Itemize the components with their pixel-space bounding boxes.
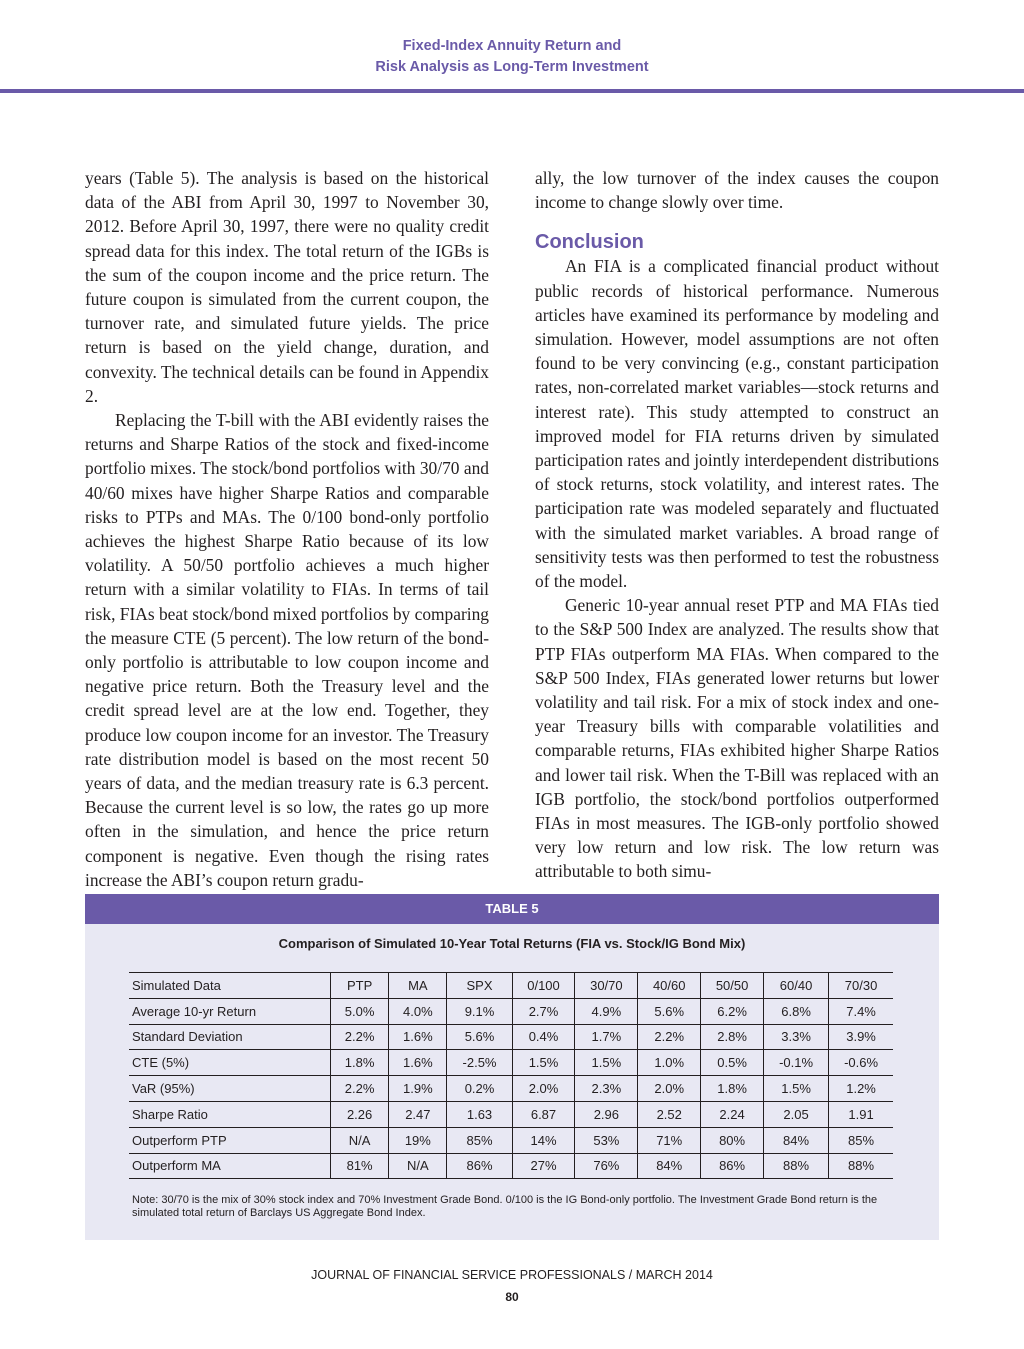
table-cell: 71% bbox=[638, 1127, 701, 1153]
header-rule bbox=[0, 89, 1024, 93]
table-cell: 53% bbox=[575, 1127, 638, 1153]
table-cell: PTP bbox=[331, 973, 389, 999]
table-cell: 60/40 bbox=[764, 973, 829, 999]
table-row-label: Average 10-yr Return bbox=[129, 998, 331, 1024]
table-cell: 1.7% bbox=[575, 1024, 638, 1050]
running-head-line-1: Fixed-Index Annuity Return and bbox=[402, 38, 622, 54]
running-head bbox=[0, 36, 1024, 78]
table-note: Note: 30/70 is the mix of 30% stock index and 70% Investment Grade Bond. 0/100 is the IG Bond-only portfolio. The Investment Grade Bond return is the simulated total return of Barclays US Aggregate Bond Index. bbox=[132, 1194, 878, 1219]
table-cell: N/A bbox=[389, 1153, 447, 1179]
table-cell: 86% bbox=[701, 1153, 764, 1179]
table-row-label: Outperform MA bbox=[129, 1153, 331, 1179]
table-cell: 76% bbox=[575, 1153, 638, 1179]
conclusion-paragraph-2: Generic 10-year annual reset PTP and MA FIAs tied to the S&P 500 Index are analyzed. The results show that PTP FIAs outperform MA FIAs. When compared to the S&P 500 Index, FIAs generated lower returns but lower volatility and tail risk. For a mix of stock index and one-year Treasury bills with comparable volatilities and comparable returns, FIAs exhibited higher Sharpe Ratios and lower tail risk. When the T-Bill was replaced with an IGB portfolio, the stock/bond portfolios outperformed FIAs in most measures. The IGB-only portfolio showed very low return and low risk. The low return was attributable to both simu- bbox=[535, 595, 939, 882]
left-paragraph-1: years (Table 5). The analysis is based on the historical data of the ABI from April 30, 1997 to November 30, 2012. Before April 30, 1997, there were no quality credit spread data for this index. The total return of the IGBs is the sum of the coupon income and the price return. The future coupon is simulated from the current coupon, the turnover rate, and simulated future yields. The price return is based on the yield change, duration, and convexity. The technical details can be found in Appendix 2. bbox=[85, 168, 489, 406]
table-label: TABLE 5 bbox=[85, 894, 939, 924]
page-number: 80 bbox=[505, 1290, 519, 1304]
table-header-row bbox=[129, 973, 893, 999]
table-cell: 0.5% bbox=[701, 1050, 764, 1076]
running-head-line-2: Risk Analysis as Long-Term Investment bbox=[375, 59, 649, 75]
table-cell: 2.24 bbox=[701, 1101, 764, 1127]
table-cell: 1.5% bbox=[512, 1050, 575, 1076]
table-cell: 1.5% bbox=[764, 1076, 829, 1102]
table-cell: 84% bbox=[764, 1127, 829, 1153]
table-row-label: CTE (5%) bbox=[129, 1050, 331, 1076]
table-cell: 2.0% bbox=[512, 1076, 575, 1102]
table-cell: 9.1% bbox=[447, 998, 512, 1024]
table-cell: 1.8% bbox=[701, 1076, 764, 1102]
table-cell: 2.2% bbox=[331, 1076, 389, 1102]
table-cell: 2.8% bbox=[701, 1024, 764, 1050]
table-cell: 40/60 bbox=[638, 973, 701, 999]
table-cell: 27% bbox=[512, 1153, 575, 1179]
table-cell: 1.2% bbox=[829, 1076, 893, 1102]
left-paragraph-2: Replacing the T-bill with the ABI evidently raises the returns and Sharpe Ratios of the stock and fixed-income portfolio mixes. The stock/bond portfolios with 30/70 and 40/60 mixes have higher Sharpe Ratios and comparable risks to PTPs and MAs. The 0/100 bond-only portfolio achieves the highest Sharpe Ratio because of its low volatility. A 50/50 portfolio achieves a much higher return with a similar volatility to FIAs. In terms of tail risk, FIAs beat stock/bond mixed portfolios by comparing the measure CTE (5 percent). The low return of the bond-only portfolio is attributable to low coupon income and negative price return. Both the Treasury level and the credit spread level are at the low end. Together, they produce low coupon income for an investor. The Treasury rate distribution model is based on the most recent 50 years of data, and the median treasury rate is 6.3 percent. Because the current level is so low, the rates go up more often in the simulation, and hence the price return component is negative. Even though the rising rates increase the ABI’s coupon return gradu- bbox=[85, 410, 489, 890]
table-cell: 2.26 bbox=[331, 1101, 389, 1127]
table-cell: 2.05 bbox=[764, 1101, 829, 1127]
table-cell: 2.0% bbox=[638, 1076, 701, 1102]
table-cell: 5.6% bbox=[447, 1024, 512, 1050]
table-cell: 88% bbox=[764, 1153, 829, 1179]
table-cell: 1.6% bbox=[389, 1050, 447, 1076]
table-row bbox=[129, 1127, 893, 1153]
table-cell: 84% bbox=[638, 1153, 701, 1179]
table-cell: MA bbox=[389, 973, 447, 999]
table-cell: 1.9% bbox=[389, 1076, 447, 1102]
table-cell: 14% bbox=[512, 1127, 575, 1153]
results-table bbox=[129, 972, 893, 1179]
table-row-label: Sharpe Ratio bbox=[129, 1101, 331, 1127]
table-cell: 0/100 bbox=[512, 973, 575, 999]
table-cell: 85% bbox=[829, 1127, 893, 1153]
table-row bbox=[129, 1101, 893, 1127]
table-row-label: Outperform PTP bbox=[129, 1127, 331, 1153]
table-cell: 3.3% bbox=[764, 1024, 829, 1050]
right-column bbox=[535, 166, 939, 884]
table-cell: 1.5% bbox=[575, 1050, 638, 1076]
conclusion-paragraph-1: An FIA is a complicated financial product without public records of historical performance. Numerous articles have examined its performance by modeling and simulation. However, model assumptions are not often found to be very convincing (e.g., constant participation rates, non-correlated market variables—stock returns and interest rate). This study attempted to construct an improved model for FIA returns driven by simulated participation rates and jointly interdependent distributions of stock returns, stock volatility, and interest rates. The participation rate was modeled separately and fluctuated with the simulated market variables. A broad range of sensitivity tests was then performed to test the robustness of the model. bbox=[535, 256, 939, 592]
table-row bbox=[129, 998, 893, 1024]
table-row-label: VaR (95%) bbox=[129, 1076, 331, 1102]
table-row bbox=[129, 1024, 893, 1050]
table-cell: 7.4% bbox=[829, 998, 893, 1024]
table-cell: 81% bbox=[331, 1153, 389, 1179]
table-cell: 2.3% bbox=[575, 1076, 638, 1102]
section-heading-conclusion: Conclusion bbox=[535, 231, 644, 254]
table-5-box bbox=[85, 894, 939, 1240]
table-cell: 4.0% bbox=[389, 998, 447, 1024]
table-cell: 86% bbox=[447, 1153, 512, 1179]
table-cell: 0.2% bbox=[447, 1076, 512, 1102]
table-cell: 80% bbox=[701, 1127, 764, 1153]
table-cell: 3.9% bbox=[829, 1024, 893, 1050]
table-cell: SPX bbox=[447, 973, 512, 999]
table-cell: 6.2% bbox=[701, 998, 764, 1024]
table-cell: -0.6% bbox=[829, 1050, 893, 1076]
table-cell: 6.87 bbox=[512, 1101, 575, 1127]
table-cell: 19% bbox=[389, 1127, 447, 1153]
table-cell: 0.4% bbox=[512, 1024, 575, 1050]
table-cell: 1.63 bbox=[447, 1101, 512, 1127]
table-row bbox=[129, 1050, 893, 1076]
table-cell: 70/30 bbox=[829, 973, 893, 999]
right-paragraph-continued: ally, the low turnover of the index causes the coupon income to change slowly over time. bbox=[535, 168, 939, 213]
table-row bbox=[129, 1153, 893, 1179]
table-cell: 2.7% bbox=[512, 998, 575, 1024]
journal-footer: JOURNAL OF FINANCIAL SERVICE PROFESSIONALS / MARCH 2014 bbox=[311, 1268, 713, 1282]
table-cell: 2.96 bbox=[575, 1101, 638, 1127]
table-row-label: Simulated Data bbox=[129, 973, 331, 999]
table-cell: 2.2% bbox=[331, 1024, 389, 1050]
table-cell: 85% bbox=[447, 1127, 512, 1153]
table-cell: -0.1% bbox=[764, 1050, 829, 1076]
table-row bbox=[129, 1076, 893, 1102]
table-row-label: Standard Deviation bbox=[129, 1024, 331, 1050]
table-cell: -2.5% bbox=[447, 1050, 512, 1076]
table-title: Comparison of Simulated 10-Year Total Returns (FIA vs. Stock/IG Bond Mix) bbox=[278, 936, 746, 951]
table-cell: 4.9% bbox=[575, 998, 638, 1024]
left-column bbox=[85, 166, 489, 892]
table-cell: 50/50 bbox=[701, 973, 764, 999]
table-cell: 1.91 bbox=[829, 1101, 893, 1127]
table-cell: 30/70 bbox=[575, 973, 638, 999]
table-cell: 5.0% bbox=[331, 998, 389, 1024]
table-cell: 2.52 bbox=[638, 1101, 701, 1127]
table-cell: 5.6% bbox=[638, 998, 701, 1024]
table-cell: N/A bbox=[331, 1127, 389, 1153]
table-cell: 6.8% bbox=[764, 998, 829, 1024]
table-cell: 1.6% bbox=[389, 1024, 447, 1050]
table-cell: 1.0% bbox=[638, 1050, 701, 1076]
table-cell: 2.2% bbox=[638, 1024, 701, 1050]
table-cell: 88% bbox=[829, 1153, 893, 1179]
table-cell: 1.8% bbox=[331, 1050, 389, 1076]
table-cell: 2.47 bbox=[389, 1101, 447, 1127]
